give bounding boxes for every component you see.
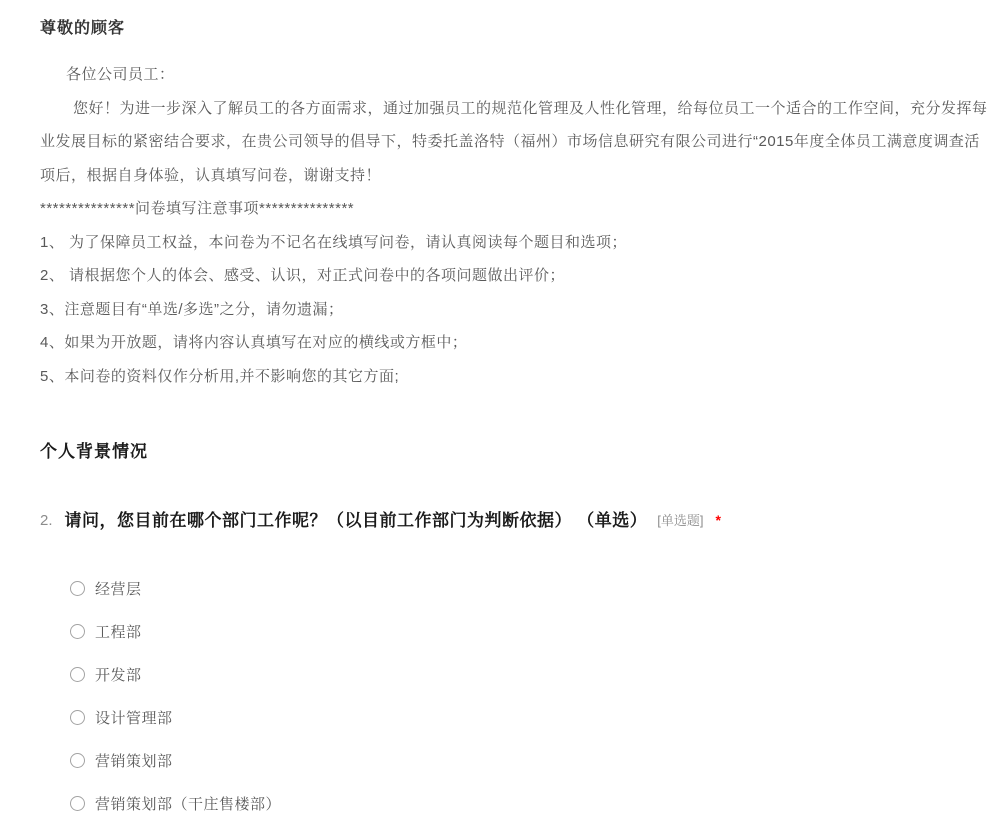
intro-greeting: 各位公司员工： — [66, 66, 175, 83]
option-label[interactable]: 经营层 — [95, 581, 142, 598]
options-list — [40, 567, 900, 825]
question-number: 2. — [40, 512, 53, 529]
radio-button-icon[interactable] — [70, 624, 85, 639]
radio-option[interactable] — [40, 739, 900, 782]
notice-divider: ***************问卷填写注意事项*************** — [40, 200, 355, 217]
question-text: 请问，您目前在哪个部门工作呢？（以目前工作部门为判断依据） （单选） — [64, 511, 648, 530]
intro-line: 业发展目标的紧密结合要求，在贵公司领导的倡导下，特委托盖洛特（福州）市场信息研究有限公司进行“2015年度全体员工满意度调查活 — [40, 133, 980, 150]
note-item: 5、本问卷的资料仅作分析用,并不影响您的其它方面; — [40, 367, 400, 385]
option-label[interactable]: 营销策划部 — [95, 753, 173, 770]
option-label[interactable]: 开发部 — [95, 667, 142, 684]
question-type-tag: [单选题] — [657, 513, 704, 528]
radio-option[interactable] — [40, 567, 900, 610]
radio-button-icon[interactable] — [70, 796, 85, 811]
notes-block — [40, 192, 900, 393]
radio-button-icon[interactable] — [70, 581, 85, 596]
note-item: 3、注意题目有“单选/多选”之分，请勿遗漏； — [40, 300, 344, 318]
note-item: 1、 为了保障员工权益，本问卷为不记名在线填写问卷，请认真阅读每个题目和选项； — [40, 233, 628, 251]
required-asterisk: * — [715, 512, 721, 528]
option-label[interactable]: 工程部 — [95, 624, 142, 641]
radio-option[interactable] — [40, 610, 900, 653]
page-title: 尊敬的顾客 — [40, 20, 126, 37]
radio-button-icon[interactable] — [70, 710, 85, 725]
intro-line: 项后，根据自身体验，认真填写问卷，谢谢支持！ — [40, 166, 382, 184]
section-title: 个人背景情况 — [40, 442, 148, 461]
radio-button-icon[interactable] — [70, 667, 85, 682]
radio-option[interactable] — [40, 653, 900, 696]
intro-paragraph — [40, 58, 988, 192]
radio-option[interactable] — [40, 696, 900, 739]
note-item: 2、 请根据您个人的体会、感受、认识，对正式问卷中的各项问题做出评价； — [40, 267, 566, 284]
radio-option[interactable] — [40, 782, 900, 825]
radio-button-icon[interactable] — [70, 753, 85, 768]
question-block — [40, 506, 900, 825]
intro-line: 您好！为进一步深入了解员工的各方面需求，通过加强员工的规范化管理及人性化管理，给每位员工一个适合的工作空间，充分发挥每 — [73, 99, 988, 117]
option-label[interactable]: 营销策划部（干庄售楼部） — [95, 796, 282, 813]
option-label[interactable]: 设计管理部 — [95, 710, 173, 727]
note-item: 4、如果为开放题，请将内容认真填写在对应的横线或方框中； — [40, 334, 468, 351]
question-header — [40, 506, 900, 531]
